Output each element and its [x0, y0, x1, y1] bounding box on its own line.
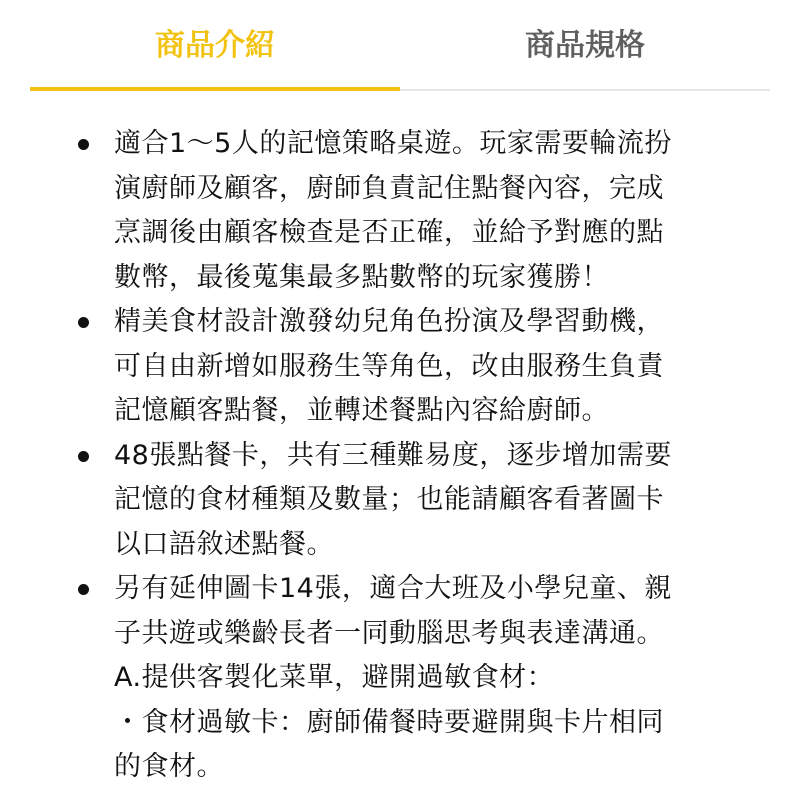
text-line: 48張點餐卡，共有三種難易度，逐步增加需要 [114, 439, 672, 471]
tab-label: 商品規格 [525, 28, 645, 63]
tab-label: 商品介紹 [155, 28, 275, 63]
text-line: 記憶顧客點餐，並轉述餐點內容給廚師。 [114, 395, 609, 426]
text-line: 精美食材設計激發幼兒角色扮演及學習動機， [114, 306, 664, 337]
tab-bar [30, 0, 770, 92]
text-line: 子共遊或樂齡長者一同動腦思考與表達溝通。 [114, 617, 664, 649]
bullet-icon [78, 451, 89, 462]
text-line: ・食材過敏卡：廚師備餐時要避開與卡片相同 [114, 706, 664, 738]
text-line: 演廚師及顧客，廚師負責記住點餐內容，完成 [114, 172, 664, 204]
tab-product-spec[interactable] [400, 0, 770, 92]
text-line: 烹調後由顧客檢查是否正確，並給予對應的點 [114, 217, 664, 248]
bullet-icon [78, 139, 89, 150]
list-item [0, 122, 800, 300]
text-line: 記憶的食材種類及數量；也能請顧客看著圖卡 [114, 484, 664, 515]
list-item [0, 300, 800, 434]
tab-divider [400, 89, 770, 91]
active-tab-indicator [30, 87, 400, 91]
description-list [0, 122, 800, 790]
product-description [0, 122, 800, 790]
bullet-icon [78, 317, 89, 328]
text-line: 適合1～5人的記憶策略桌遊。玩家需要輪流扮 [114, 128, 672, 159]
list-item [0, 567, 800, 790]
bullet-icon [78, 584, 89, 595]
text-line: 可自由新增如服務生等角色，改由服務生負責 [114, 350, 664, 382]
list-item [0, 434, 800, 568]
text-line: 以口語敘述點餐。 [114, 528, 334, 560]
text-line: 的食材。 [114, 751, 224, 782]
text-line: A.提供客製化菜單，避開過敏食材： [114, 662, 555, 693]
text-line: 數幣，最後蒐集最多點數幣的玩家獲勝！ [114, 261, 609, 293]
text-line: 另有延伸圖卡14張，適合大班及小學兒童、親 [114, 573, 672, 604]
tab-product-intro[interactable] [30, 0, 400, 92]
